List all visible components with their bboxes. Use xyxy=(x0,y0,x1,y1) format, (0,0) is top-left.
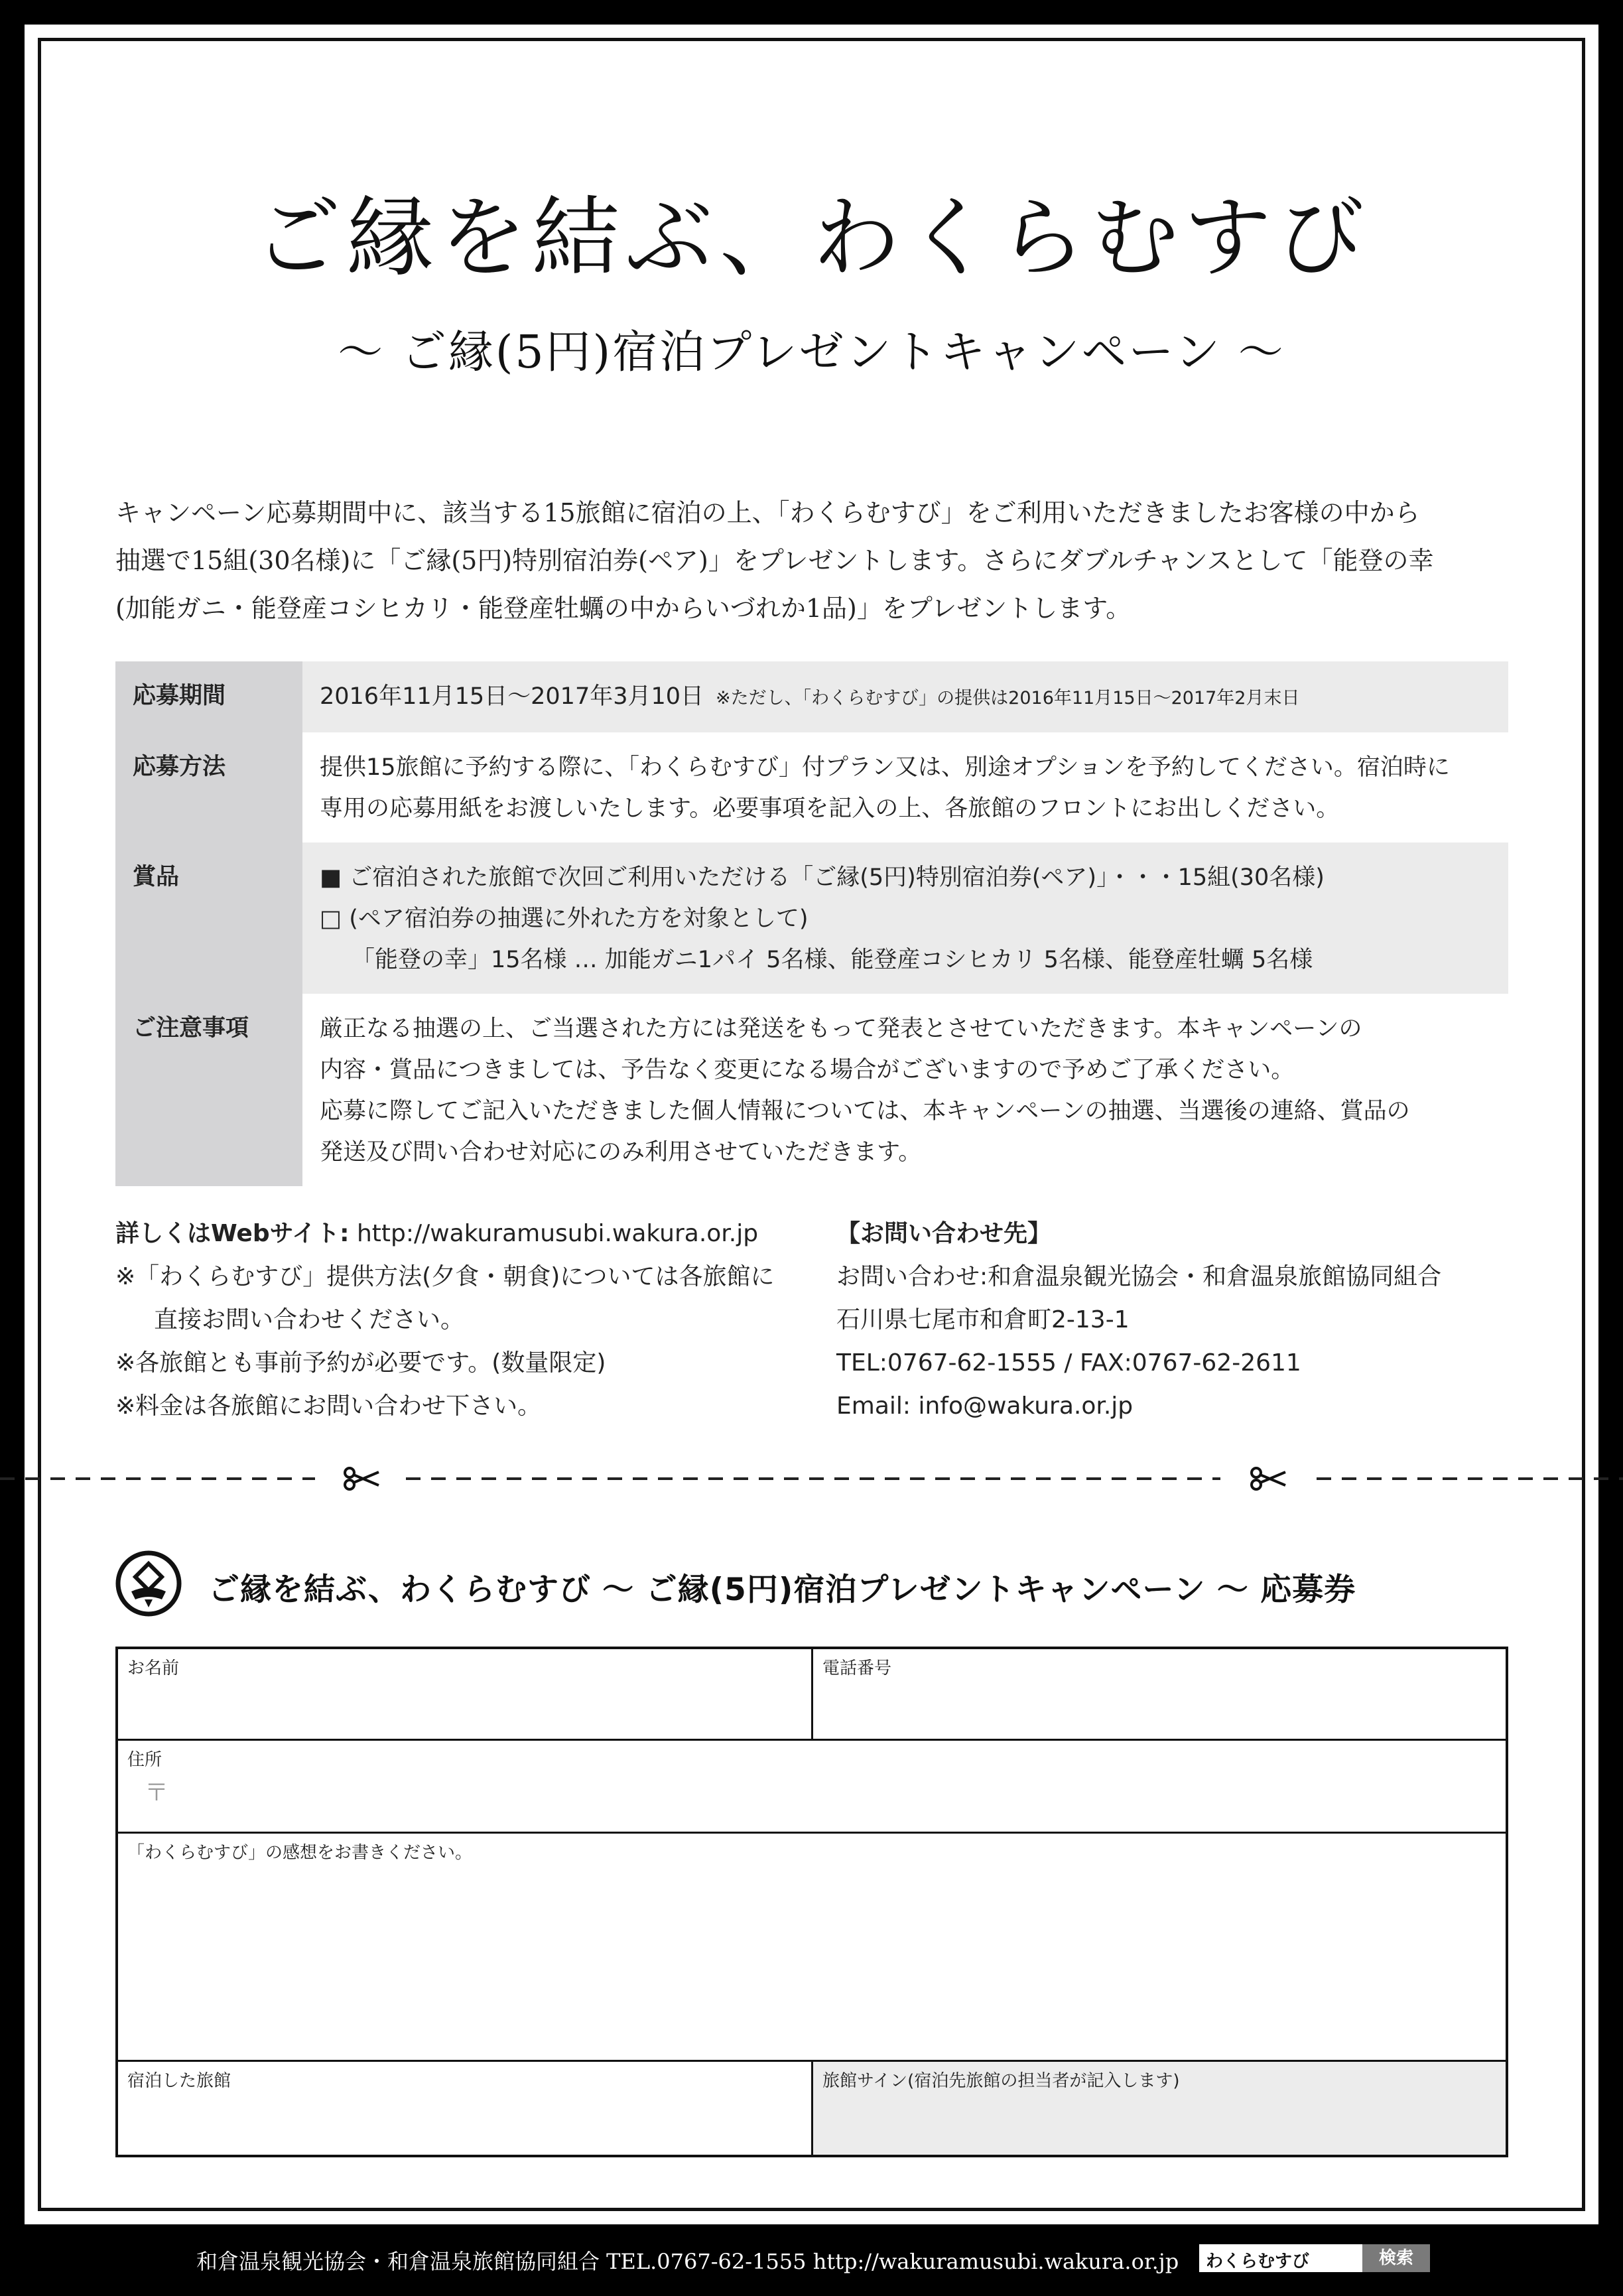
ryokan-sign-label: 旅館サイン(宿泊先旅館の担当者が記入します) xyxy=(822,2071,1180,2091)
name-label: お名前 xyxy=(127,1658,180,1678)
prize-line: ■ ご宿泊された旅館で次回ご利用いただける「ご縁(5円)特別宿泊券(ペア)」・・・15組(30名様) xyxy=(320,864,1325,891)
contact-org: お問い合わせ:和倉温泉観光協会・和倉温泉旅館協同組合 xyxy=(836,1263,1442,1290)
address-label: 住所 xyxy=(127,1750,162,1770)
website-line xyxy=(115,1212,805,1255)
sub-title: 〜 ご縁(5円)宿泊プレゼントキャンペーン 〜 xyxy=(338,326,1285,379)
cut-line xyxy=(0,1465,1623,1492)
contact-info xyxy=(836,1212,1539,1428)
info-value xyxy=(302,661,1508,732)
entry-form xyxy=(115,1647,1508,2157)
ryokan-sign-field xyxy=(813,2062,1506,2155)
period-value: 2016年11月15日〜2017年3月10日 xyxy=(320,683,704,710)
phone-field[interactable] xyxy=(813,1649,1506,1741)
flyer-page xyxy=(25,25,1598,2224)
notes-line: 内容・賞品につきましては、予告なく変更になる場合がございますので予めご了承ください。 xyxy=(320,1057,1295,1083)
contact-address: 石川県七尾市和倉町2-13-1 xyxy=(836,1306,1130,1333)
info-value xyxy=(302,732,1508,843)
info-row-method xyxy=(115,732,1508,843)
scissors-icon xyxy=(345,1468,379,1489)
info-value xyxy=(302,843,1508,994)
contact-tel-fax: TEL:0767-62-1555 / FAX:0767-62-2611 xyxy=(836,1349,1301,1377)
info-row-notes xyxy=(115,994,1508,1186)
website-notes xyxy=(115,1212,805,1428)
postal-mark: 〒 xyxy=(145,1779,169,1806)
note-line: ※「わくらむすび」提供方法(夕食・朝食)については各旅館に xyxy=(115,1263,775,1290)
notes-line: 厳正なる抽選の上、ご当選された方には発送をもって発表とさせていただきます。本キャンペーンの xyxy=(320,1016,1362,1042)
note-line: 直接お問い合わせください。 xyxy=(154,1306,465,1333)
notes-line: 応募に際してご記入いただきました個人情報については、本キャンペーンの抽選、当選後の連絡、賞品の xyxy=(320,1098,1410,1124)
method-line: 提供15旅館に予約する際に、「わくらむすび」付プラン又は、別途オプションを予約してください。宿泊時に xyxy=(320,754,1450,781)
impression-field[interactable] xyxy=(118,1834,1506,2062)
info-row-prize xyxy=(115,843,1508,994)
period-note: ※ただし、「わくらむすび」の提供は2016年11月15日〜2017年2月末日 xyxy=(716,688,1300,709)
entry-form-header xyxy=(115,1550,1508,1623)
intro-line: (加能ガニ・能登産コシヒカリ・能登産牡蠣の中からいづれか1品)」をプレゼントします。 xyxy=(115,594,1132,623)
info-label: 賞品 xyxy=(115,843,302,994)
info-label: ご注意事項 xyxy=(115,994,302,1186)
ryokan-field[interactable] xyxy=(118,2062,813,2155)
contact-email[interactable]: Email: info@wakura.or.jp xyxy=(836,1392,1134,1420)
main-title: ご縁を結ぶ、わくらむすび xyxy=(253,187,1370,289)
note-line: ※各旅館とも事前予約が必要です。(数量限定) xyxy=(115,1349,606,1377)
bottom-contact: 和倉温泉観光協会・和倉温泉旅館協同組合 TEL.0767-62-1555 http://wakuramusubi.wakura.or.jp xyxy=(196,2249,1179,2274)
intro-line: 抽選で15組(30名様)に「ご縁(5円)特別宿泊券(ペア)」をプレゼントします。さらにダブルチャンスとして「能登の幸 xyxy=(115,546,1434,575)
note-line: ※料金は各旅館にお問い合わせ下さい。 xyxy=(115,1392,542,1420)
prize-line: 「能登の幸」15名様 … 加能ガニ1パイ 5名様、能登産コシヒカリ 5名様、能登産牡蠣 5名様 xyxy=(352,947,1313,973)
bottom-bar xyxy=(0,2234,1623,2287)
phone-label: 電話番号 xyxy=(822,1658,892,1678)
website-label: 詳しくはWebサイト: xyxy=(115,1220,350,1247)
contact-heading: 【お問い合わせ先】 xyxy=(836,1220,1052,1247)
search-button[interactable]: 検索 xyxy=(1362,2244,1430,2272)
info-label: 応募期間 xyxy=(115,661,302,732)
impression-label: 「わくらむすび」の感想をお書きください。 xyxy=(127,1843,473,1863)
website-link[interactable]: http://wakuramusubi.wakura.or.jp xyxy=(356,1220,759,1247)
search-input[interactable]: わくらむすび xyxy=(1199,2244,1362,2272)
info-value xyxy=(302,994,1508,1186)
scissors-icon xyxy=(1252,1468,1285,1489)
intro-line: キャンペーン応募期間中に、該当する15旅館に宿泊の上、「わくらむすび」をご利用いただきましたお客様の中から xyxy=(115,498,1420,527)
intro-paragraph xyxy=(115,489,1535,632)
info-row-period xyxy=(115,661,1508,732)
wakura-logo-icon xyxy=(115,1550,182,1617)
notes-line: 発送及び問い合わせ対応にのみ利用させていただきます。 xyxy=(320,1139,922,1166)
ryokan-label: 宿泊した旅館 xyxy=(127,2071,231,2091)
info-label: 応募方法 xyxy=(115,732,302,843)
address-field[interactable] xyxy=(118,1741,1506,1834)
campaign-info-table xyxy=(115,661,1508,1186)
prize-line: □ (ペア宿泊券の抽選に外れた方を対象として) xyxy=(320,906,809,932)
entry-form-title: ご縁を結ぶ、わくらむすび 〜 ご縁(5円)宿泊プレゼントキャンペーン 〜 応募券 xyxy=(208,1572,1356,1608)
method-line: 専用の応募用紙をお渡しいたします。必要事項を記入の上、各旅館のフロントにお出しください。 xyxy=(320,795,1340,822)
name-field[interactable] xyxy=(118,1649,813,1741)
